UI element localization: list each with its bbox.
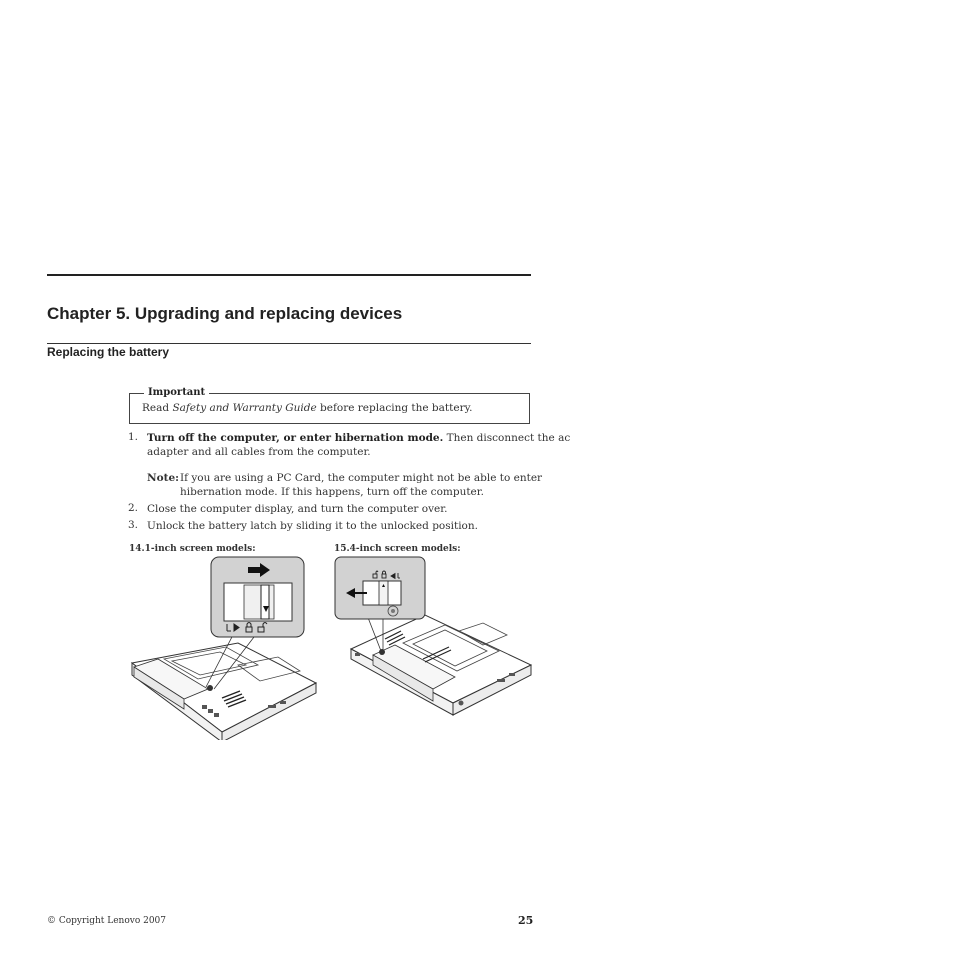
step-2-text: Close the computer display, and turn the computer over.	[147, 503, 448, 515]
right-figure-caption: 15.4-inch screen models:	[334, 544, 461, 554]
battery-latch-14-inch-illustration	[128, 555, 324, 740]
chapter-title: Chapter 5. Upgrading and replacing devices	[47, 304, 403, 323]
step-3-number: 3.	[128, 519, 139, 531]
important-text: Read Safety and Warranty Guide before replacing the battery.	[142, 402, 473, 414]
important-guide-title: Safety and Warranty Guide	[172, 402, 317, 414]
page-number: 25	[518, 914, 534, 927]
step-3-text: Unlock the battery latch by sliding it to the unlocked position.	[147, 520, 478, 532]
chapter-rule	[47, 274, 531, 276]
copyright-footer: © Copyright Lenovo 2007	[47, 916, 167, 926]
step-1-text: Turn off the computer, or enter hibernation mode. Then disconnect the ac adapter and all cables from the computer.	[147, 432, 571, 458]
note-label: Note:	[147, 472, 180, 484]
section-rule	[47, 343, 531, 344]
battery-latch-15-inch-illustration	[333, 555, 537, 720]
note-text: If you are using a PC Card, the computer might not be able to enter hibernation mode. If this happens, turn off the computer.	[180, 472, 543, 498]
step-2-number: 2.	[128, 502, 139, 514]
left-figure-caption: 14.1-inch screen models:	[129, 544, 256, 554]
step-1-number: 1.	[128, 431, 139, 443]
section-title: Replacing the battery	[47, 345, 170, 359]
important-label: Important	[144, 387, 209, 398]
